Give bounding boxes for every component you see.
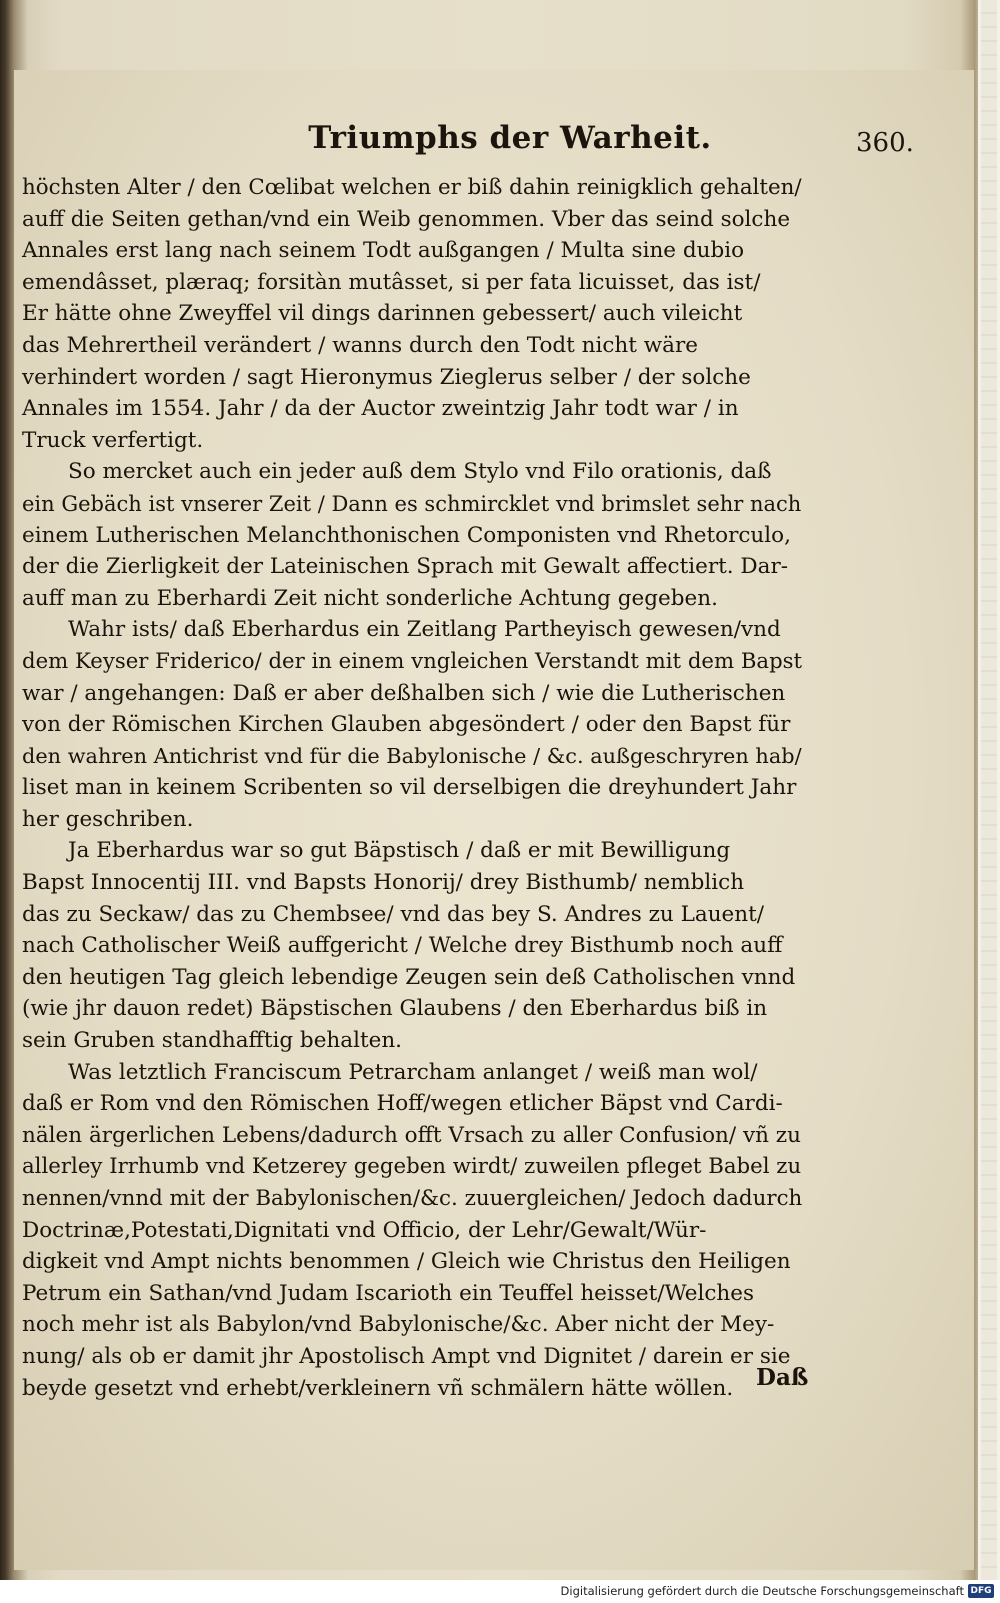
text-line: emendâsset, plæraq; forsitàn mutâsset, si per fata licuisset, das ist/ [22,269,761,295]
text-line: allerley Irrhumb vnd Ketzerey gegeben wirdt/ zuweilen pfleget Babel zu [22,1154,802,1180]
text-line: ein Gebäch ist vnserer Zeit / Dann es schmircklet vnd brimslet sehr nach [22,490,802,516]
text-line: her geschriben. [22,806,194,832]
text-line: Doctrinæ,Potestati,Dignitati vnd Officio, der Lehr/Gewalt/Wür- [22,1217,707,1243]
text-line: höchsten Alter / den Cœlibat welchen er biß dahin reinigklich gehalten/ [22,175,802,200]
text-line: Er hätte ohne Zweyffel vil dings darinnen gebessert/ auch vileicht [22,301,743,327]
text-line: nennen/vnnd mit der Babylonischen/&c. zuuergleichen/ Jedoch dadurch [22,1186,803,1211]
text-line: Annales erst lang nach seinem Todt außgangen / Multa sine dubio [22,238,745,264]
text-line: Wahr ists/ daß Eberhardus ein Zeitlang Partheyisch gewesen/vnd [68,617,781,643]
text-line: Truck verfertigt. [22,427,204,453]
text-line: (wie jhr dauon redet) Bäpstischen Glaubens / den Eberhardus biß in [22,996,768,1022]
text-line: nälen ärgerlichen Lebens/dadurch offt Vrsach zu aller Confusion/ vñ zu [22,1122,801,1148]
text-line: den heutigen Tag gleich lebendige Zeugen sein deß Catholischen vnnd [22,964,796,990]
text-line: Bapst Innocentij III. vnd Bapsts Honorij/ drey Bisthumb/ nemblich [22,870,745,896]
text-line: daß er Rom vnd den Römischen Hoff/wegen etlicher Bäpst vnd Cardi- [22,1091,783,1117]
dfg-logo: DFG [968,1584,994,1598]
body-text [22,172,802,1404]
footer-credit: Digitalisierung gefördert durch die Deutsche Forschungsgemeinschaft [560,1584,964,1598]
footer-bar [0,1580,1000,1603]
text-line: So mercket auch ein jeder auß dem Stylo vnd Filo orationis, daß [68,459,772,485]
edge-ruler [981,0,997,1580]
text-line: Was letztlich Franciscum Petrarcham anlanget / weiß man wol/ [68,1059,758,1085]
text-line: digkeit vnd Ampt nichts benommen / Gleich wie Christus den Heiligen [22,1249,791,1275]
text-line: liset man in keinem Scribenten so vil derselbigen die dreyhundert Jahr [22,775,797,801]
text-line: war / angehangen: Daß er aber deßhalben sich / wie die Lutherischen [22,680,786,706]
text-line: dem Keyser Friderico/ der in einem vngleichen Verstandt mit dem Bapst [22,648,803,674]
text-line: den wahren Antichrist vnd für die Babylonische / &c. außgeschryren hab/ [22,743,802,768]
page-number: 360. [856,128,914,158]
text-line: verhindert worden / sagt Hieronymus Zieglerus selber / der solche [22,364,751,390]
text-line: nung/ als ob er damit jhr Apostolisch Ampt vnd Dignitet / darein er sie [22,1343,791,1369]
text-line: auff man zu Eberhardi Zeit nicht sonderliche Achtung gegeben. [22,585,718,611]
text-line: Annales im 1554. Jahr / da der Auctor zweintzig Jahr todt war / in [22,396,739,422]
text-line: nach Catholischer Weiß auffgericht / Welche drey Bisthumb noch auff [22,933,783,959]
text-line: von der Römischen Kirchen Glauben abgesöndert / oder den Bapst für [22,712,791,738]
text-line: Petrum ein Sathan/vnd Judam Iscarioth ein Teuffel heisset/Welches [22,1280,755,1306]
running-title: Triumphs der Warheit. [308,120,712,156]
text-line: sein Gruben standhafftig behalten. [22,1028,403,1054]
text-line: das zu Seckaw/ das zu Chembsee/ vnd das bey S. Andres zu Lauent/ [22,901,765,927]
text-line: Ja Eberhardus war so gut Bäpstisch / daß er mit Bewilligung [68,838,731,864]
text-line: beyde gesetzt vnd erhebt/verkleinern vñ schmälern hätte wöllen. [22,1375,734,1401]
text-line: einem Lutherischen Melanchthonischen Componisten vnd Rhetorculo, [22,522,791,548]
scanner-edge-strip [978,0,1000,1580]
text-line: der die Zierligkeit der Lateinischen Sprach mit Gewalt affectiert. Dar- [22,554,789,580]
text-line: das Mehrertheil verändert / wanns durch den Todt nicht wäre [22,332,698,358]
text-line: auff die Seiten gethan/vnd ein Weib genommen. Vber das seind solche [22,206,791,232]
catchword: Daß [756,1364,809,1391]
text-line: noch mehr ist als Babylon/vnd Babylonische/&c. Aber nicht der Mey- [22,1312,775,1338]
